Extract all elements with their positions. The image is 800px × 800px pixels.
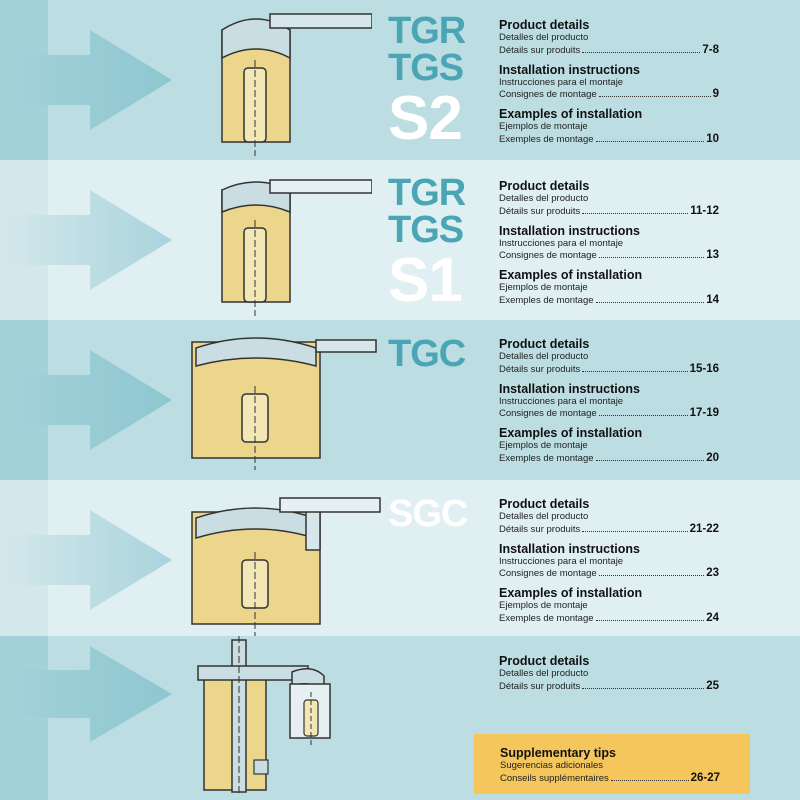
dot-leader (596, 141, 705, 142)
toc-entry[interactable] (499, 179, 791, 218)
page-number: 14 (706, 293, 719, 306)
dot-leader (582, 531, 687, 532)
toc-entry-label: Exemples de montage (499, 294, 594, 306)
toc-entry-title: Examples of installation (499, 426, 643, 440)
page-number: 23 (706, 567, 719, 579)
toc-entry-subtitle: Ejemplos de montaje (499, 282, 588, 293)
toc-entry-subtitle: Detalles del producto (499, 32, 589, 43)
toc-entry-subtitle: Detalles del producto (499, 193, 589, 204)
toc-entry-title: Examples of installation (499, 586, 643, 600)
toc-list (499, 654, 791, 699)
product-code: TGR (388, 10, 466, 52)
toc-entry-title: Product details (499, 337, 590, 351)
product-code: TGR (388, 172, 466, 214)
toc-entry-label: Consignes de montage (499, 89, 597, 100)
page-number: 9 (712, 88, 719, 100)
dot-leader (596, 302, 705, 303)
toc-entry[interactable] (499, 107, 791, 146)
toc-entry[interactable] (499, 382, 791, 421)
toc-entry-label: Détails sur produits (499, 205, 581, 217)
toc-entry-line (499, 612, 719, 625)
page-number: 15-16 (689, 362, 719, 375)
toc-entry-label: Détails sur produits (499, 680, 581, 692)
toc-entry-line (499, 523, 719, 536)
toc-entry[interactable] (499, 497, 791, 536)
section-arrow-icon (0, 320, 200, 480)
toc-entry-label: Consignes de montage (499, 408, 597, 419)
toc-entry-subtitle: Ejemplos de montaje (499, 121, 588, 132)
supplementary-tips-box[interactable] (474, 734, 750, 794)
toc-entry-line (499, 452, 719, 465)
toc-entry-title: Product details (499, 179, 590, 193)
toc-entry-subtitle: Detalles del producto (499, 351, 589, 362)
dot-leader (599, 415, 688, 416)
page-number: 17-19 (689, 407, 719, 419)
toc-entry-line (499, 205, 719, 218)
page-number: 26-27 (690, 771, 720, 784)
page-number: 25 (706, 679, 719, 692)
section-arrow-icon (0, 160, 200, 320)
dot-leader (599, 96, 711, 97)
groove-ring-s2-drawing (212, 0, 372, 160)
toc-list (499, 18, 791, 152)
toc-entry[interactable] (499, 268, 791, 307)
product-code: TGS (388, 47, 464, 89)
product-code: TGC (388, 333, 466, 375)
product-code: SGC (388, 493, 468, 535)
product-code: TGS (388, 209, 464, 251)
toc-entry[interactable] (499, 63, 791, 102)
section-arrow-icon (0, 0, 200, 160)
toc-entry-title: Installation instructions (499, 223, 640, 238)
toc-entry-line (499, 44, 719, 57)
dot-leader (599, 257, 704, 258)
toc-entry-label: Exemples de montage (499, 133, 594, 145)
toc-entry-line (499, 249, 719, 262)
toc-entry-title: Installation instructions (499, 381, 640, 396)
toc-entry[interactable] (499, 426, 791, 465)
toc-entry-label: Exemples de montage (499, 452, 594, 464)
toc-entry-line (499, 88, 719, 101)
toc-entry-line (499, 133, 719, 146)
dot-leader (596, 620, 705, 621)
toc-list (499, 179, 791, 313)
shaft-assembly-drawing (192, 636, 352, 796)
toc-entry-subtitle: Instrucciones para el montaje (499, 76, 624, 88)
page-number: 13 (706, 249, 719, 261)
toc-entry-title: Examples of installation (499, 107, 643, 121)
toc-entry[interactable] (499, 586, 791, 625)
toc-entry-subtitle: Instrucciones para el montaje (499, 555, 624, 567)
toc-entry-subtitle: Detalles del producto (499, 511, 589, 522)
dot-leader (582, 213, 688, 214)
toc-entry[interactable] (499, 224, 791, 263)
toc-entry-line (499, 363, 719, 376)
toc-entry-label: Détails sur produits (499, 44, 581, 56)
page-number: 10 (706, 132, 719, 145)
toc-entry-line (499, 680, 719, 693)
dot-leader (596, 460, 705, 461)
page-number: 20 (706, 451, 719, 464)
toc-entry-title: Product details (499, 497, 590, 511)
toc-entry-subtitle: Ejemplos de montaje (499, 600, 588, 611)
supplementary-tips-label: Conseils supplémentaires (500, 772, 609, 784)
toc-entry[interactable] (499, 654, 791, 693)
groove-ring-sgc-drawing (186, 480, 386, 640)
toc-entry-title: Product details (499, 18, 590, 32)
product-code: S1 (388, 246, 462, 315)
toc-entry-label: Détails sur produits (499, 363, 581, 375)
groove-ring-tgc-drawing (186, 320, 386, 480)
toc-entry-subtitle: Instrucciones para el montaje (499, 395, 624, 407)
product-code: S2 (388, 84, 462, 153)
page-number: 21-22 (689, 522, 719, 535)
toc-entry-line (499, 407, 719, 420)
toc-entry-label: Consignes de montage (499, 250, 597, 261)
toc-list (499, 497, 791, 631)
toc-entry-line (499, 567, 719, 580)
dot-leader (582, 52, 700, 53)
toc-list (499, 337, 791, 471)
toc-entry[interactable] (499, 542, 791, 581)
toc-entry[interactable] (499, 18, 791, 57)
toc-entry-label: Consignes de montage (499, 568, 597, 579)
toc-entry-title: Installation instructions (499, 541, 640, 556)
dot-leader (582, 371, 687, 372)
groove-ring-s1-drawing (212, 160, 372, 320)
toc-entry-title: Installation instructions (499, 62, 640, 77)
toc-entry-subtitle: Ejemplos de montaje (499, 440, 588, 451)
dot-leader (611, 780, 689, 781)
section-arrow-icon (0, 480, 200, 640)
supplementary-tips-title: Supplementary tips (500, 746, 616, 760)
section-arrow-icon (0, 636, 200, 796)
toc-entry-label: Exemples de montage (499, 612, 594, 624)
dot-leader (599, 575, 704, 576)
page-number: 24 (706, 611, 719, 624)
page-number: 11-12 (690, 204, 719, 217)
supplementary-tips-subtitle: Sugerencias adicionales (500, 760, 603, 771)
toc-entry-title: Examples of installation (499, 268, 643, 282)
toc-entry-subtitle: Instrucciones para el montaje (499, 237, 624, 249)
dot-leader (582, 688, 704, 689)
toc-entry-title: Product details (499, 654, 590, 668)
page-number: 7-8 (702, 43, 719, 56)
toc-entry[interactable] (499, 337, 791, 376)
toc-entry-line (499, 294, 719, 307)
toc-entry-label: Détails sur produits (499, 523, 581, 535)
supplementary-tips-line (500, 772, 720, 785)
toc-entry-subtitle: Detalles del producto (499, 668, 589, 679)
